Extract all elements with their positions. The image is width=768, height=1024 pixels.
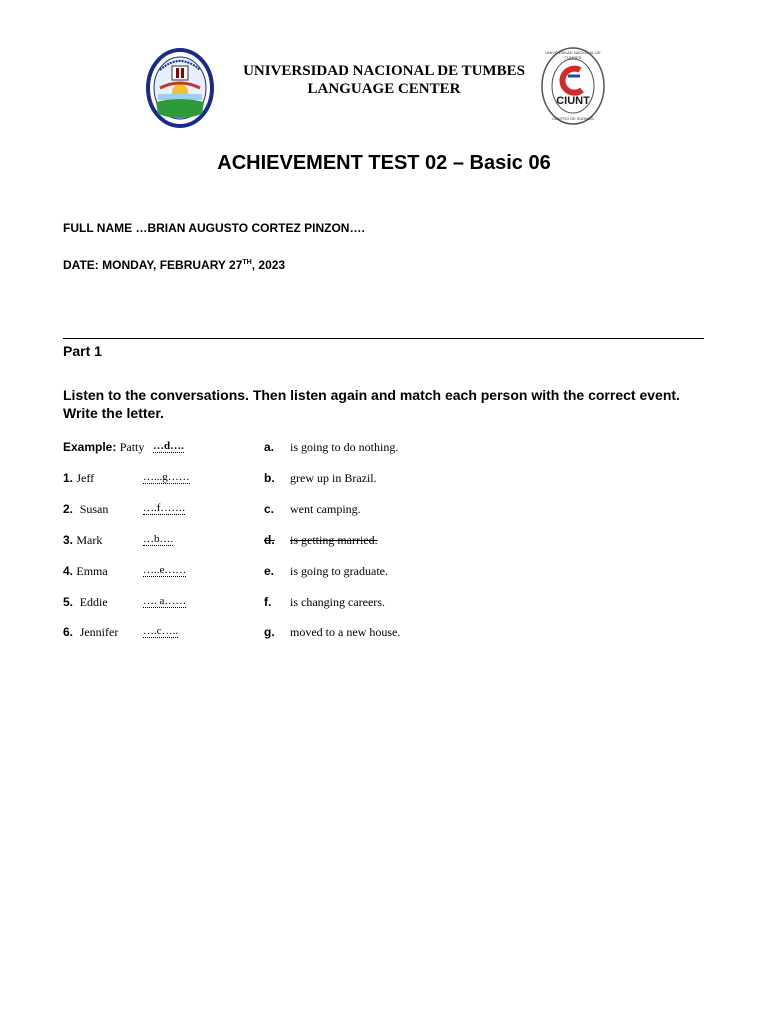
ciunt-logo-ring-top-text: UNIVERSIDAD NACIONAL DE TUMBES [545, 50, 601, 60]
ciunt-logo-text: CIUNT [556, 95, 590, 107]
date-value: MONDAY, FEBRUARY 27TH, 2023 [102, 258, 286, 272]
event-text: is going to graduate. [290, 564, 388, 578]
person-label: Example: Patty [63, 440, 145, 454]
language-center-name: LANGUAGE CENTER [307, 81, 461, 97]
answer-blank: …...g…… [143, 471, 190, 483]
answer-blank: ….c….. [143, 625, 179, 637]
person-label: 3. Mark [63, 533, 103, 547]
match-row-3 [0, 533, 768, 553]
answer-blank: ….f……. [143, 502, 186, 514]
ciunt-logo-ring-bottom-text: CENTRO DE IDIOMAS [552, 116, 594, 121]
full-name-label: FULL NAME [63, 221, 133, 235]
person-label: 5. Eddie [63, 595, 108, 609]
event-text: grew up in Brazil. [290, 471, 377, 485]
match-row-6 [0, 625, 768, 645]
event-letter: a. [264, 440, 275, 454]
answer-blank: …b…. [143, 533, 174, 545]
university-header [200, 62, 568, 98]
event-letter: e. [264, 564, 275, 578]
full-name-field [63, 221, 365, 235]
event-letter: b. [264, 471, 275, 485]
answer-blank: …. a…… [143, 595, 187, 607]
event-text: moved to a new house. [290, 625, 401, 639]
full-name-value: …BRIAN AUGUSTO CORTEZ PINZON…. [135, 221, 365, 235]
person-label: 2. Susan [63, 502, 109, 516]
person-label: 1. Jeff [63, 471, 95, 485]
part-heading: Part 1 [63, 343, 102, 359]
event-letter: g. [264, 625, 275, 639]
answer-blank: …d…. [153, 440, 184, 452]
match-row-5 [0, 595, 768, 615]
event-letter-struck: d. [264, 533, 275, 547]
event-text: is changing careers. [290, 595, 385, 609]
event-letter: c. [264, 502, 275, 516]
person-label: 4. Emma [63, 564, 108, 578]
event-letter: f. [264, 595, 272, 609]
event-text: is going to do nothing. [290, 440, 399, 454]
instructions: Listen to the conversations. Then listen again and match each person with the correct event. Write the letter. [63, 387, 680, 421]
event-text-struck: is getting married. [290, 533, 378, 547]
university-name: UNIVERSIDAD NACIONAL DE TUMBES [243, 63, 525, 79]
match-row-1 [0, 471, 768, 491]
match-row-example [0, 440, 768, 460]
date-field [63, 258, 285, 272]
event-text: went camping. [290, 502, 361, 516]
match-row-2 [0, 502, 768, 522]
ciunt-logo [540, 46, 606, 126]
date-label: DATE: [63, 258, 99, 272]
test-title: ACHIEVEMENT TEST 02 – Basic 06 [217, 152, 551, 174]
section-divider [63, 338, 704, 339]
answer-blank: …..e…… [143, 564, 187, 576]
match-row-4 [0, 564, 768, 584]
person-label: 6. Jennifer [63, 625, 119, 639]
